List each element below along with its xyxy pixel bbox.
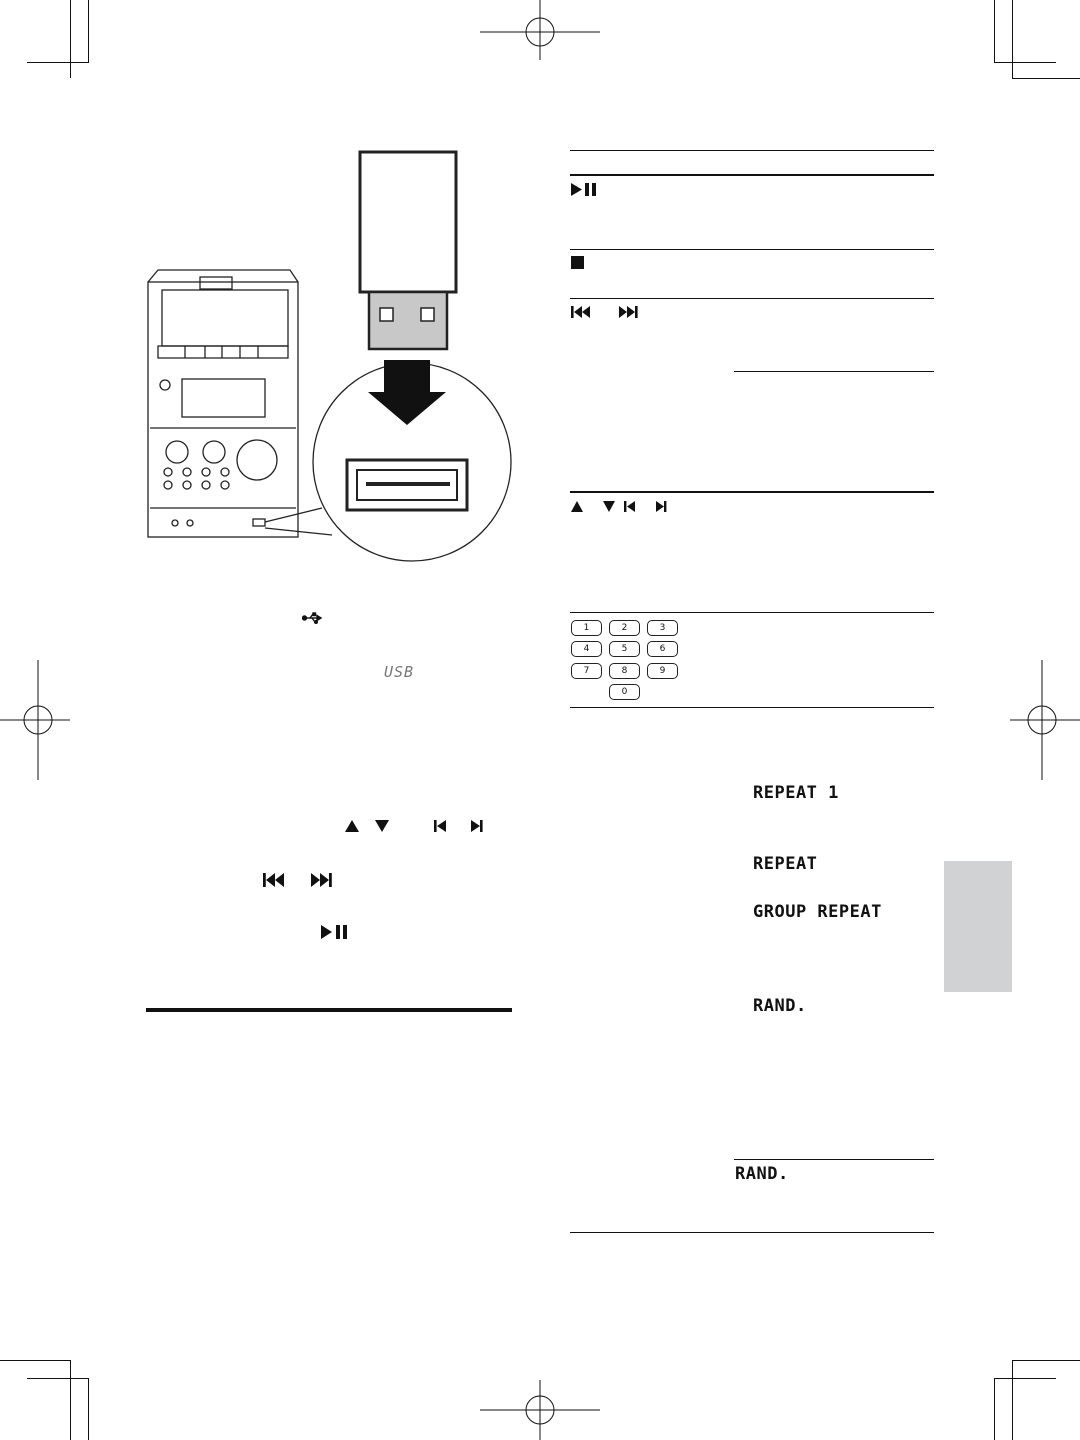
table-header-top	[570, 150, 934, 151]
usb-connection-illustration	[140, 145, 520, 565]
table-skip-icons	[570, 305, 652, 319]
table-header-bottom	[570, 174, 934, 176]
key-3: 3	[647, 620, 678, 636]
mode-table-divider	[734, 1159, 934, 1160]
prev-next-icons	[433, 819, 485, 833]
skip-back-forward-icons	[262, 872, 344, 888]
key-7: 7	[571, 663, 602, 679]
repeat-one-label: REPEAT 1	[753, 783, 839, 803]
table-sub-divider	[734, 371, 934, 372]
table-row-divider	[570, 298, 934, 299]
table-bottom	[570, 707, 934, 708]
mode-table-bottom	[570, 1232, 934, 1233]
section-divider	[146, 1008, 512, 1012]
table-navigation-icons	[570, 500, 674, 513]
lcd-usb-indicator: USB	[384, 663, 415, 681]
key-9: 9	[647, 663, 678, 679]
up-down-arrow-icons	[344, 819, 392, 833]
usb-symbol-icon	[302, 612, 324, 624]
key-1: 1	[571, 620, 602, 636]
key-0: 0	[609, 684, 640, 700]
key-6: 6	[647, 641, 678, 657]
key-5: 5	[609, 641, 640, 657]
random-cancel-label: RAND.	[735, 1164, 789, 1184]
table-row-divider	[570, 491, 934, 493]
key-2: 2	[609, 620, 640, 636]
random-label: RAND.	[753, 996, 807, 1016]
key-4: 4	[571, 641, 602, 657]
table-row-divider	[570, 612, 934, 613]
table-stop-icon	[571, 256, 584, 269]
table-play-pause-icon	[570, 182, 600, 197]
repeat-label: REPEAT	[753, 854, 818, 874]
key-8: 8	[609, 663, 640, 679]
play-pause-icon	[320, 924, 350, 940]
table-row-divider	[570, 249, 934, 250]
side-language-tab	[944, 861, 1012, 992]
group-repeat-label: GROUP REPEAT	[753, 902, 882, 922]
